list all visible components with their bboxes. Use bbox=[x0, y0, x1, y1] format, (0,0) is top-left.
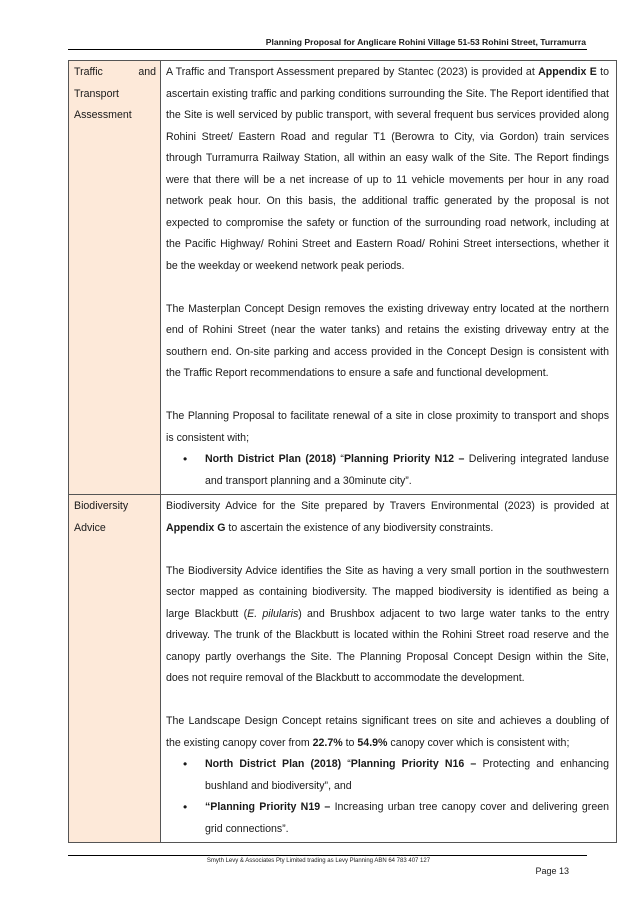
page-number: Page 13 bbox=[535, 866, 569, 876]
species-name: E. pilularis bbox=[247, 607, 299, 620]
bio-paragraph-3: The Landscape Design Concept retains significant trees on site and achieves a doubling of the existing canopy cover from 22.7% to 54.9% canopy cover which is consistent with; bbox=[166, 715, 609, 749]
traffic-bullet-list bbox=[166, 449, 609, 492]
row-label-biodiversity bbox=[69, 495, 161, 843]
traffic-paragraph-2: The Masterplan Concept Design removes the existing driveway entry located at the northern end of Rohini Street (near the water tanks) and retains the existing driveway entry at the southern end. On-site parking and access provided in the Concept Design is consistent with the Traffic Report recommendations to ensure a safe and functional development. bbox=[166, 302, 609, 379]
row-label-traffic bbox=[69, 61, 161, 495]
header-divider bbox=[68, 49, 587, 50]
label-word: Transport bbox=[74, 87, 119, 100]
traffic-paragraph-1: A Traffic and Transport Assessment prepared by Stantec (2023) is provided at Appendix E to ascertain existing traffic and parking conditions surrounding the Site. The Report identified that the Site is well serviced by public transport, with several frequent bus services provided along Rohini Street/ Eastern Road and regular T1 (Berowra to City, via Gordon) train services through Turramurra Railway Station, all within an easy walk of the Site. The Report findings were that there will be a net increase of up to 11 vehicle movements per hour in any road network peak hour. On this basis, the additional traffic generated by the proposal is not expected to compromise the safety or function of the surrounding road network, including at the Pacific Highway/ Rohini Street and Eastern Road/ Rohini Street intersections, whether it be the weekday or weekend network peak periods. bbox=[166, 66, 609, 272]
bio-bullet-list bbox=[166, 754, 609, 840]
label-word: Advice bbox=[74, 521, 106, 534]
traffic-paragraph-3: The Planning Proposal to facilitate renewal of a site in close proximity to transport and shops is consistent with; bbox=[166, 410, 609, 444]
footer-divider bbox=[68, 855, 587, 856]
list-item: • North District Plan (2018) “Planning Priority N12 – Delivering integrated landuse and transport planning and a 30minute city”. bbox=[205, 449, 609, 492]
label-word: Assessment bbox=[74, 109, 132, 121]
page-header-title: Planning Proposal for Anglicare Rohini Village 51-53 Rohini Street, Turramurra bbox=[265, 37, 586, 47]
label-word: Biodiversity bbox=[74, 500, 129, 512]
footer-company: Smyth Levy & Associates Pty Limited trading as Levy Planning ABN 64 783 407 127 bbox=[206, 858, 431, 864]
row-content-biodiversity bbox=[161, 495, 617, 843]
table-row-biodiversity bbox=[69, 495, 617, 843]
bio-paragraph-2: The Biodiversity Advice identifies the Site as having a very small portion in the southwestern sector mapped as containing biodiversity. The mapped biodiversity is identified as being a large Blackbutt (E. pilularis) and Brushbox adjacent to two large water tanks to the entry driveway. The trunk of the Blackbutt is located within the Rohini Street road reserve and the canopy partly overhangs the Site. The Planning Proposal Concept Design within the Site, does not require removal of the Blackbutt to accommodate the development. bbox=[166, 564, 610, 684]
appendix-ref: Appendix G bbox=[166, 521, 226, 534]
list-item: • “Planning Priority N19 – Increasing urban tree canopy cover and delivering green grid connections”. bbox=[205, 797, 609, 840]
bio-paragraph-1: Biodiversity Advice for the Site prepared by Travers Environmental (2023) is provided at Appendix G to ascertain the existence of any biodiversity constraints. bbox=[166, 500, 609, 534]
label-word: Traffic bbox=[74, 66, 103, 78]
label-word: and bbox=[138, 66, 156, 78]
table-row-traffic bbox=[69, 61, 617, 495]
assessment-table bbox=[68, 60, 617, 843]
appendix-ref: Appendix E bbox=[538, 66, 597, 78]
list-item: • North District Plan (2018) “Planning Priority N16 – Protecting and enhancing bushland and biodiversity”, and bbox=[205, 754, 609, 797]
row-content-traffic bbox=[161, 61, 617, 495]
